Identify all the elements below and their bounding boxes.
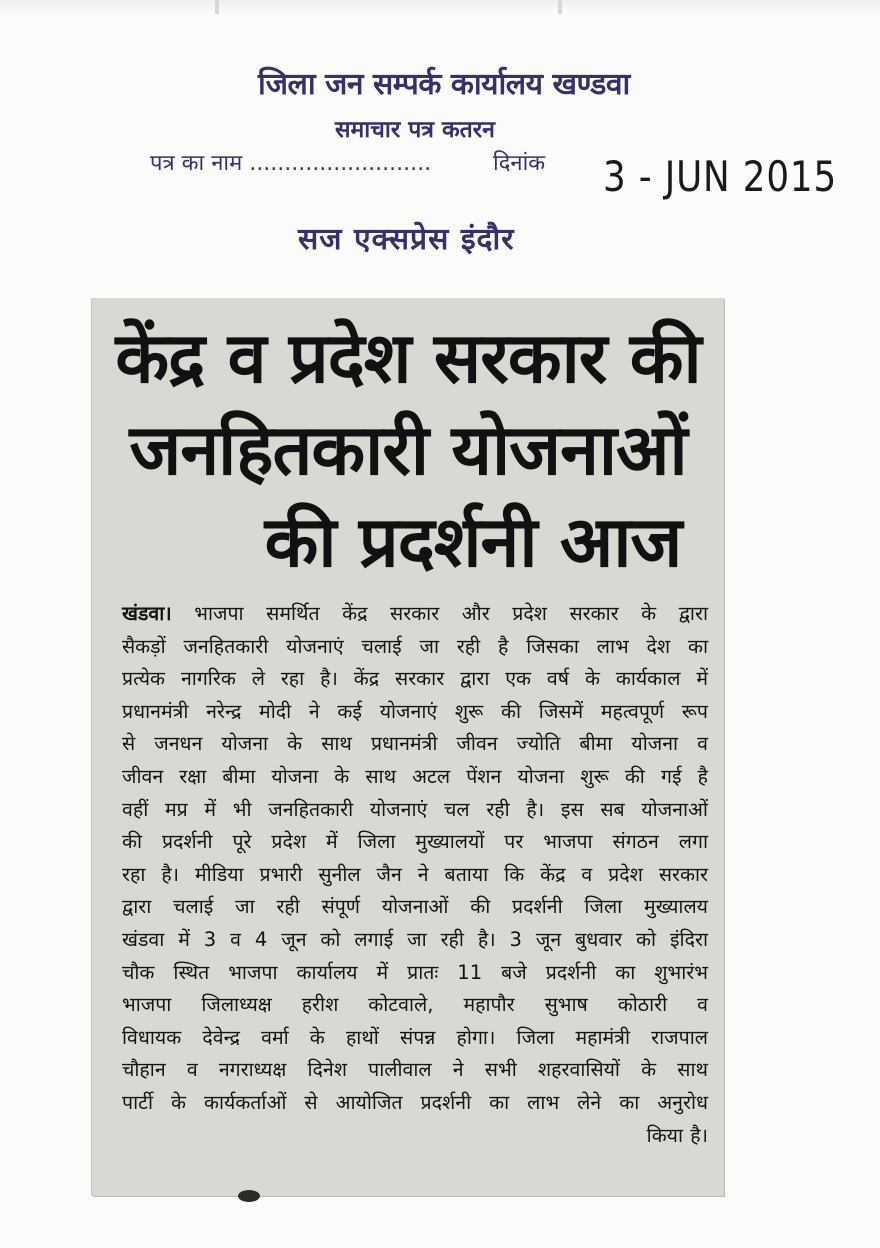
- clip-mark: [238, 1190, 260, 1202]
- scan-border-right: [558, 0, 562, 14]
- headline: [92, 312, 724, 588]
- article-line: प्रधानमंत्री नरेन्द्र मोदी ने कई योजनाएं शुरू की जिसमें महत्वपूर्ण रूप: [122, 699, 708, 723]
- dateline: खंडवा।: [122, 602, 172, 625]
- article-line: किया है।: [646, 1123, 708, 1147]
- newspaper-clipping: [92, 298, 724, 1196]
- clipping-label: समाचार पत्र कतरन: [335, 117, 495, 143]
- newspaper-name-label: पत्र का नाम ..........................: [150, 151, 432, 176]
- article-line: जीवन रक्षा बीमा योजना के साथ अटल पेंशन योजना शुरू की गई है: [122, 764, 708, 788]
- article-line: विधायक देवेन्द्र वर्मा के हाथों संपन्न होगा। जिला महामंत्री राजपाल: [122, 1025, 708, 1049]
- article-line: की प्रदर्शनी पूरे प्रदेश में जिला मुख्यालयों पर भाजपा संगठन लगा: [122, 830, 708, 854]
- scan-edge: [0, 0, 880, 14]
- headline-line: जनहितकारी योजनाओं: [129, 409, 687, 491]
- date-label: दिनांक: [493, 151, 546, 176]
- article-line: प्रत्येक नागरिक ले रहा है। केंद्र सरकार द्वारा एक वर्ष के कार्यकाल में: [122, 667, 708, 691]
- article-line: [122, 598, 708, 631]
- headline-line: की प्रदर्शनी आज: [264, 501, 682, 583]
- article-line: चौहान व नगराध्यक्ष दिनेश पालीवाल ने सभी शहरवासियों के साथ: [122, 1058, 708, 1082]
- article-line: सैकड़ों जनहितकारी योजनाएं चलाई जा रही है जिसका लाभ देश का: [122, 634, 708, 658]
- headline-line: केंद्र व प्रदेश सरकार की: [115, 317, 701, 399]
- date-stamp: 3 - JUN 2015: [603, 152, 838, 201]
- publication-name: सज एक्सप्रेस इंदौर: [298, 222, 515, 257]
- article-line: रहा है। मीडिया प्रभारी सुनील जैन ने बताया कि केंद्र व प्रदेश सरकार: [122, 862, 708, 886]
- article-line-text: भाजपा समर्थित केंद्र सरकार और प्रदेश सरकार के द्वारा: [194, 602, 709, 625]
- article-line: पार्टी के कार्यकर्ताओं से आयोजित प्रदर्शनी का लाभ लेने का अनुरोध: [122, 1090, 708, 1114]
- article-line: वहीं मप्र में भी जनहितकारी योजनाएं चल रही है। इस सब योजनाओं: [122, 797, 708, 821]
- article-line: से जनधन योजना के साथ प्रधानमंत्री जीवन ज्योति बीमा योजना व: [122, 732, 708, 756]
- article-line: भाजपा जिलाध्यक्ष हरीश कोटवाले, महापौर सुभाष कोठारी व: [122, 993, 708, 1017]
- article-body: [122, 598, 708, 1152]
- scan-border-left: [215, 0, 219, 14]
- office-stamp-title: जिला जन सम्पर्क कार्यालय खण्डवा: [258, 67, 630, 102]
- article-line: चौक स्थित भाजपा कार्यालय में प्रातः 11 बजे प्रदर्शनी का शुभारंभ: [122, 960, 708, 984]
- article-line: द्वारा चलाई जा रही संपूर्ण योजनाओं की प्रदर्शनी जिला मुख्यालय: [122, 895, 708, 919]
- article-line: खंडवा में 3 व 4 जून को लगाई जा रही है। 3 जून बुधवार को इंदिरा: [122, 927, 708, 951]
